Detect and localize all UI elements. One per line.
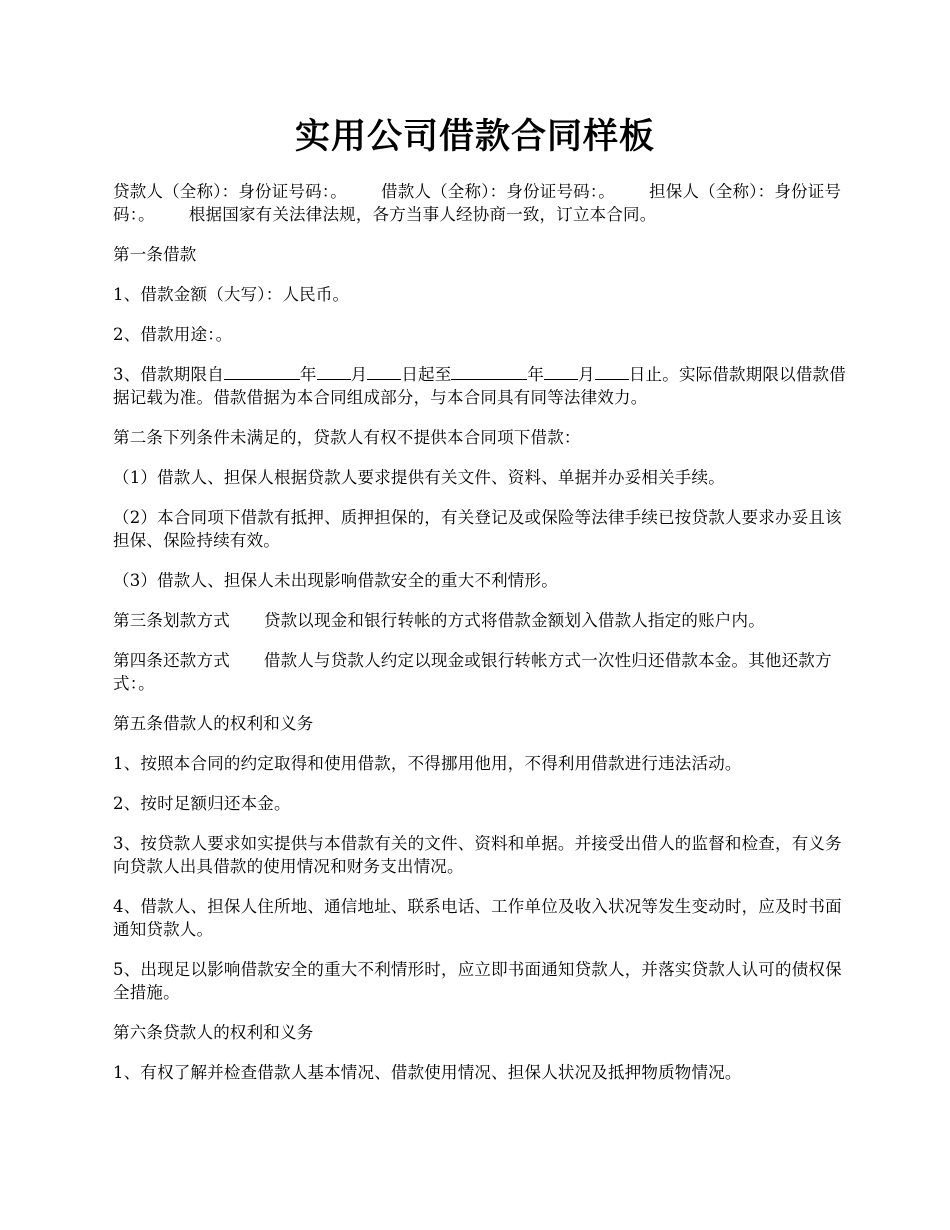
article-1-item-2: 2、借款用途：。 (113, 325, 233, 344)
end-day-blank (595, 363, 629, 380)
start-year-blank (224, 363, 300, 380)
article-5-item-4: 4、借款人、担保人住所地、通信地址、联系电话、工作单位及收入状况等发生变动时，应及时书面通知贷款人。 (113, 897, 842, 939)
end-year-blank (451, 363, 527, 380)
article-5-heading: 第五条借款人的权利和义务 (113, 714, 314, 733)
article-5-item-1: 1、按照本合同的约定取得和使用借款，不得挪用他用，不得利用借款进行违法活动。 (113, 754, 742, 773)
article-1-item-3: 3、借款期限自 年 月 日起至 年 月 日止。实际借款期限以借款借据记载为准。借款借据为本合同组成部分，与本合同具有同等法律效力。 (113, 365, 846, 407)
article-5-item-2: 2、按时足额归还本金。 (113, 794, 291, 813)
article-6-heading: 第六条贷款人的权利和义务 (113, 1023, 314, 1042)
article-5-item-3: 3、按贷款人要求如实提供与本借款有关的文件、资料和单据。并接受出借人的监督和检查，有义务向贷款人出具借款的使用情况和财务支出情况。 (113, 834, 842, 876)
document-title: 实用公司借款合同样板 (294, 116, 655, 157)
article-5-item-5: 5、出现足以影响借款安全的重大不利情形时，应立即书面通知贷款人，并落实贷款人认可的债权保全措施。 (113, 960, 842, 1002)
article-6-item-1: 1、有权了解并检查借款人基本情况、借款使用情况、担保人状况及抵押物质物情况。 (113, 1063, 742, 1082)
article-3-text: 贷款以现金和银行转帐的方式将借款金额划入借款人指定的账户内。 (263, 611, 765, 630)
article-4-heading: 第四条还款方式 (113, 651, 230, 670)
article-2-condition-1: （1）借款人、担保人根据贷款人要求提供有关文件、资料、单据并办妥相关手续。 (113, 468, 725, 487)
lender-line: 贷款人（全称）：身份证号码：。 (113, 182, 347, 201)
article-2-condition-2: （2）本合同项下借款有抵押、质押担保的，有关登记及或保险等法律手续已按贷款人要求办妥且该担保、保险持续有效。 (113, 508, 842, 550)
parties-paragraph (113, 180, 858, 226)
article-4 (113, 649, 858, 695)
document-body (113, 180, 858, 1101)
start-month-blank (317, 363, 351, 380)
article-2-heading: 第二条下列条件未满足的，贷款人有权不提供本合同项下借款： (113, 428, 581, 447)
article-2-condition-3: （3）借款人、担保人未出现影响借款安全的重大不利情形。 (113, 571, 558, 590)
article-4-text: 借款人与贷款人约定以现金或银行转帐方式一次性归还借款本金。其他还款方式：。 (113, 651, 832, 693)
borrower-line: 借款人（全称）：身份证号码：。 (381, 182, 615, 201)
article-1-item-1: 1、借款金额（大写）：人民币。 (113, 285, 350, 304)
preamble-text: 根据国家有关法律法规，各方当事人经协商一致，订立本合同。 (188, 205, 657, 224)
article-1-heading: 第一条借款 (113, 245, 197, 264)
end-month-blank (544, 363, 578, 380)
article-3 (113, 609, 858, 632)
guarantor-line: 担保人（全称）：身份证号码：。 (113, 182, 842, 224)
article-3-heading: 第三条划款方式 (113, 611, 230, 630)
start-day-blank (367, 363, 401, 380)
